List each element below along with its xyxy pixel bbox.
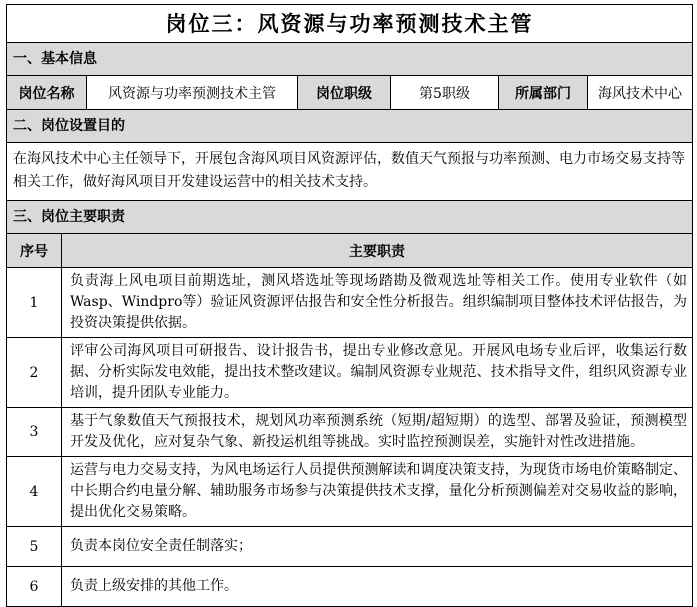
page-title: 岗位三：风资源与功率预测技术主管	[7, 5, 692, 43]
duty-text: 评审公司海风项目可研报告、设计报告书，提出专业修改意见。开展风电场专业后评，收集运行数据、分析实际发电效能，提出技术整改建议。编制风资源专业规范、技术指导文件，组织风资源专业培训，提升团队专业能力。	[70, 343, 687, 401]
post-name-value: 风资源与功率预测技术主管	[87, 76, 298, 109]
duty-row	[7, 268, 692, 338]
grade-value: 第5职级	[391, 76, 499, 109]
grade-label: 岗位职级	[298, 76, 391, 109]
duty-seq: 5	[7, 527, 62, 566]
duty-text: 负责海上风电项目前期选址，测风塔选址等现场踏勘及微观选址等相关工作。使用专业软件（如Wasp、Windpro等）验证风资源评估报告和安全性分析报告。组织编制项目整体技术评估报告，为投资决策提供依据。	[70, 273, 687, 331]
basic-info-row	[7, 76, 692, 110]
duty-seq: 1	[7, 268, 62, 337]
duty-row	[7, 408, 692, 457]
duty-text: 负责本岗位安全责任制落实；	[70, 538, 252, 554]
purpose-text: 在海风技术中心主任领导下，开展包含海风项目风资源评估，数值天气预报与功率预测、电力市场交易支持等相关工作，做好海风项目开发建设运营中的相关技术支持。	[7, 143, 692, 201]
duty-row	[7, 338, 692, 408]
duty-seq: 2	[7, 338, 62, 407]
section-basic-info-heading: 一、基本信息	[7, 43, 692, 76]
duty-seq: 6	[7, 567, 62, 606]
duty-row	[7, 457, 692, 527]
dept-label: 所属部门	[499, 76, 588, 109]
duties-header-row	[7, 234, 692, 268]
duty-text: 运营与电力交易支持，为风电场运行人员提供预测解读和调度决策支持，为现货市场电价策略制定、中长期合约电量分解、辅助服务市场参与决策提供技术支撑，量化分析预测偏差对交易收益的影响，提出优化交易策略。	[70, 462, 687, 520]
section-purpose-heading: 二、岗位设置目的	[7, 110, 692, 143]
post-name-label: 岗位名称	[7, 76, 87, 109]
duties-seq-header: 序号	[7, 234, 62, 267]
duty-seq: 4	[7, 457, 62, 526]
duty-seq: 3	[7, 408, 62, 456]
duty-text: 负责上级安排的其他工作。	[70, 578, 238, 594]
duty-row	[7, 527, 692, 567]
duty-text: 基于气象数值天气预报技术，规划风功率预测系统（短期/超短期）的选型、部署及验证，预测模型开发及优化，应对复杂气象、新投运机组等挑战。实时监控预测误差，实施针对性改进措施。	[70, 413, 687, 450]
dept-value: 海风技术中心	[598, 85, 682, 102]
duty-row	[7, 567, 692, 606]
job-description-table	[6, 4, 693, 607]
duties-text-header: 主要职责	[349, 243, 405, 260]
section-duties-heading: 三、岗位主要职责	[7, 201, 692, 234]
